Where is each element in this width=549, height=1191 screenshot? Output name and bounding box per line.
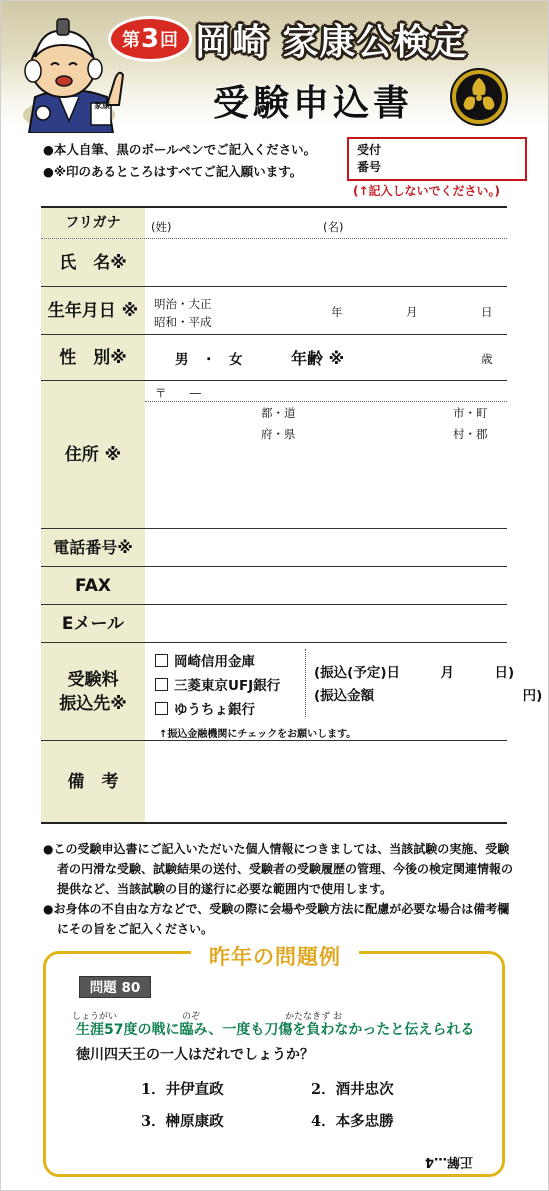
remarks-input[interactable] — [145, 741, 507, 825]
gender-row — [41, 334, 507, 380]
checkbox[interactable] — [155, 654, 168, 667]
receipt-note: (↑記入しないでください。) — [353, 184, 501, 198]
remarks-row — [41, 740, 507, 824]
day-unit: 日 — [481, 305, 493, 319]
birthdate-input[interactable] — [211, 287, 507, 335]
edition-badge — [111, 19, 189, 59]
answer-choice-4: 4．本多忠勝 — [311, 1113, 394, 1130]
ruby-o: お — [333, 1012, 343, 1022]
bank-name: ゆうちょ銀行 — [174, 702, 255, 718]
email-input[interactable] — [145, 605, 507, 643]
address-row — [41, 380, 507, 528]
accessibility-paragraph: ●お身体の不自由な方などで、受験の際に会場や受験方法に配慮が必要な場合は備考欄にその旨をご記入ください。 — [43, 902, 510, 936]
email-label-text: Eメール — [61, 613, 125, 634]
answer-choice-1: 1．井伊直政 — [141, 1081, 224, 1098]
address-input[interactable] — [145, 443, 507, 529]
transfer-date[interactable]: (振込(予定)日 月 日) — [314, 665, 515, 681]
fee-label-line1: 受験料 — [67, 670, 119, 690]
month-unit: 月 — [406, 305, 418, 319]
city-unit-2: 村・郡 — [453, 427, 488, 441]
phone-input[interactable] — [145, 529, 507, 567]
age-unit: 歳 — [481, 352, 493, 366]
page-title: 岡崎 家康公検定 — [195, 21, 468, 63]
fee-label-line2: 振込先※ — [59, 694, 127, 714]
checkbox[interactable] — [155, 702, 168, 715]
edition-suffix: 回 — [160, 30, 179, 51]
fee-divider — [305, 649, 306, 717]
bank-name: 三菱東京UFJ銀行 — [174, 678, 281, 694]
fee-label — [41, 643, 145, 741]
email-row — [41, 604, 507, 642]
receipt-label-1: 受付 — [357, 143, 382, 157]
postal-mark: 〒 ― — [155, 386, 201, 400]
edition-number: 3 — [140, 24, 160, 54]
gender-label: 性 別※ — [41, 335, 145, 380]
checkbox[interactable] — [155, 678, 168, 691]
ruby-katanakizu: かたなきず — [285, 1012, 331, 1022]
question-number: 問題 80 — [79, 976, 151, 998]
bank-option-mufg[interactable] — [155, 674, 280, 694]
sample-question-title: 昨年の問題例 — [191, 941, 359, 971]
prefecture-unit-1: 都・道 — [261, 406, 296, 420]
answer-choice-3: 3．榊原康政 — [141, 1113, 224, 1130]
ruby-nozo: のぞ — [182, 1012, 201, 1022]
bank-name: 岡崎信用金庫 — [174, 654, 255, 670]
given-name-marker: (名) — [323, 220, 344, 234]
transfer-amount[interactable]: (振込金額 円) — [314, 688, 543, 704]
address-label: 住所 ※ — [41, 381, 145, 528]
phone-row — [41, 528, 507, 566]
prefecture-unit-2: 府・県 — [261, 427, 296, 441]
receipt-label-2: 番号 — [357, 160, 382, 174]
answer-choice-2: 2．酒井忠次 — [311, 1081, 394, 1098]
bank-check-note: ↑振込金融機関にチェックをお願いします。 — [159, 729, 357, 740]
instruction-line: ●※印のあるところはすべてご記入願います。 — [43, 164, 303, 179]
age-input[interactable] — [371, 335, 479, 381]
fax-input[interactable] — [145, 567, 507, 605]
gender-options[interactable]: 男 ・ 女 — [175, 352, 243, 368]
name-input[interactable] — [145, 239, 507, 287]
address-divider — [145, 401, 507, 402]
edition-prefix: 第 — [121, 30, 140, 51]
name-row — [41, 238, 507, 286]
page-subtitle: 受験申込書 — [213, 83, 414, 124]
birthdate-label: 生年月日 ※ — [41, 287, 145, 334]
name-label: 氏 名※ — [41, 239, 145, 286]
fax-row — [41, 566, 507, 604]
title-row — [111, 15, 468, 63]
privacy-paragraph: ●この受験申込書にご記入いただいた個人情報につきましては、当該試験の実施、受験者の円滑な受験、試験結果の送付、受験者の受験履歴の管理、今後の検定関連情報の提供など、当該試験の目的遂行に必要な範囲内で使用します。 — [43, 842, 514, 896]
furigana-label: フリガナ — [41, 208, 145, 238]
instructions — [43, 139, 316, 183]
mascot-badge: 家康 — [94, 101, 110, 110]
email-label — [41, 605, 145, 642]
fax-label: FAX — [41, 567, 145, 604]
age-label: 年齢 ※ — [291, 349, 345, 368]
furigana-input[interactable] — [145, 208, 507, 240]
answer-upside-down: 正解…4 — [425, 1154, 474, 1169]
privacy-notice — [43, 839, 513, 939]
instruction-line: ●本人自筆、黒のボールペンでご記入ください。 — [43, 142, 317, 157]
city-unit-1: 市・町 — [453, 406, 488, 420]
era-options-2: 昭和・平成 — [154, 315, 212, 329]
bank-option-okazaki[interactable] — [155, 650, 255, 670]
fee-row — [41, 642, 543, 740]
question-text-line2: 徳川四天王の一人はだれでしょうか？ — [76, 1047, 314, 1063]
birthdate-row — [41, 286, 507, 334]
question-text-line1: 生涯57度の戦に臨み、一度も刀傷を負わなかったと伝えられる — [76, 1022, 475, 1038]
year-unit: 年 — [331, 305, 343, 319]
ruby-shougai: しょうがい — [72, 1012, 118, 1022]
receipt-number-box — [347, 137, 527, 181]
tokugawa-crest-icon — [447, 67, 511, 127]
era-options-1: 明治・大正 — [154, 297, 212, 311]
surname-marker: (姓) — [151, 220, 172, 234]
application-form — [41, 206, 543, 824]
phone-label: 電話番号※ — [41, 529, 145, 566]
furigana-row — [41, 206, 507, 238]
bank-option-yucho[interactable] — [155, 698, 255, 718]
remarks-label: 備 考 — [41, 741, 145, 822]
